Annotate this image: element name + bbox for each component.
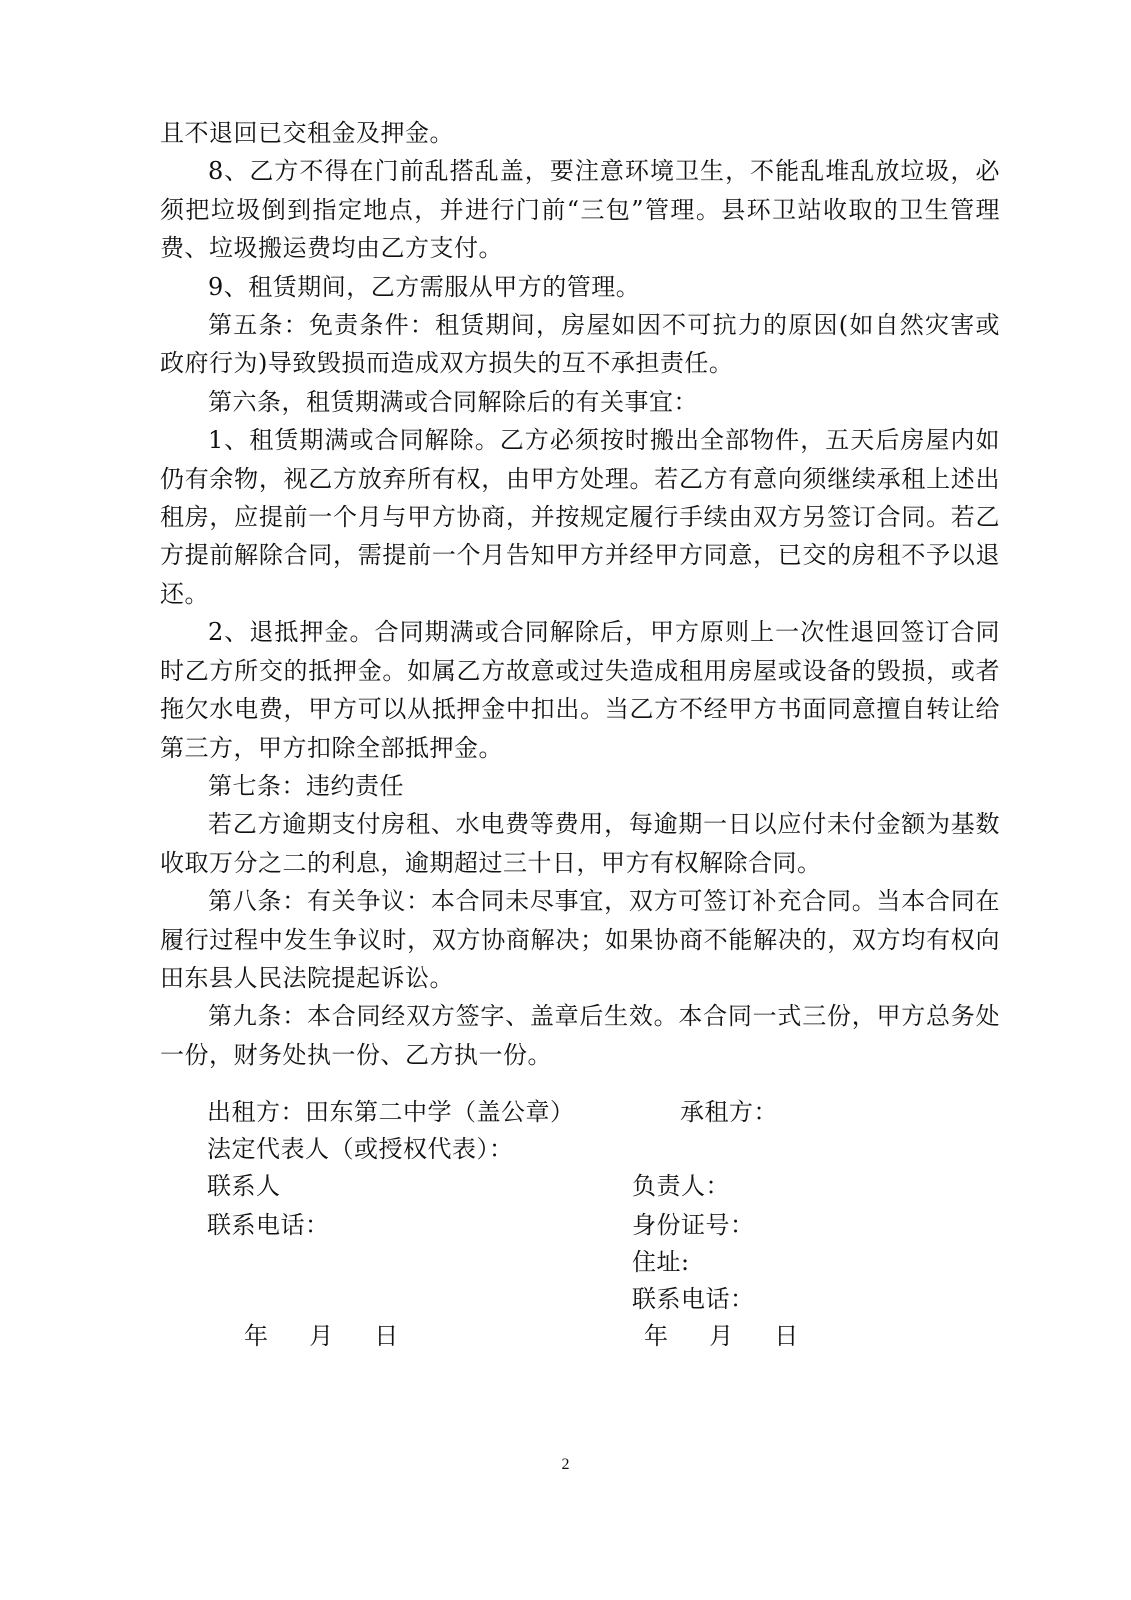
lessee-label: 承租方： xyxy=(680,1098,778,1126)
paragraph: 且不退回已交租金及押金。 xyxy=(160,119,454,147)
paragraph: 第五条：免责条件：租赁期间，房屋如因不可抗力的原因(如自然灾害或政府行为)导致毁损而造成双方损失的互不承担责任。 xyxy=(160,311,1000,378)
contact-phone-left-label: 联系电话： xyxy=(207,1211,330,1239)
paragraph: 8、乙方不得在门前乱搭乱盖，要注意环境卫生，不能乱堆乱放垃圾，必须把垃圾倒到指定地点，并进行门前“三包”管理。县环卫站收取的卫生管理费、垃圾搬运费均由乙方支付。 xyxy=(160,157,1000,263)
paragraph: 第七条：违约责任 xyxy=(208,771,404,800)
contact-phone-right-label: 联系电话： xyxy=(632,1285,755,1313)
responsible-label: 负责人： xyxy=(632,1172,730,1200)
date-right: 年 月 日 xyxy=(644,1322,799,1350)
paragraph: 2、退抵押金。合同期满或合同解除后，甲方原则上一次性退回签订合同时乙方所交的抵押金。如属乙方故意或过失造成租用房屋或设备的毁损，或者拖欠水电费，甲方可以从抵押金中扣出。当乙方不经甲方书面同意擅自转让给第三方，甲方扣除全部抵押金。 xyxy=(160,618,1000,762)
paragraph: 若乙方逾期支付房租、水电费等费用，每逾期一日以应付未付金额为基数收取万分之二的利息，逾期超过三十日，甲方有权解除合同。 xyxy=(160,810,1000,877)
legal-rep-label: 法定代表人（或授权代表）： xyxy=(207,1135,514,1163)
lessor-label: 出租方：田东第二中学（盖公章） xyxy=(207,1098,575,1126)
page-number: 2 xyxy=(561,1456,570,1473)
address-label: 住址: xyxy=(632,1248,690,1276)
paragraph: 第九条：本合同经双方签字、盖章后生效。本合同一式三份，甲方总务处一份，财务处执一份、乙方执一份。 xyxy=(160,1002,1000,1069)
paragraph: 第六条，租赁期满或合同解除后的有关事宜： xyxy=(208,387,698,416)
date-left: 年 月 日 xyxy=(244,1322,399,1350)
contract-body xyxy=(160,114,1000,1074)
paragraph: 1、租赁期满或合同解除。乙方必须按时搬出全部物件，五天后房屋内如仍有余物，视乙方放弃所有权，由甲方处理。若乙方有意向须继续承租上述出租房，应提前一个月与甲方协商，并按规定履行手续由双方另签订合同。若乙方提前解除合同，需提前一个月告知甲方并经甲方同意，已交的房租不予以退还。 xyxy=(160,426,1000,608)
id-number-label: 身份证号： xyxy=(632,1211,755,1239)
paragraph: 第八条：有关争议：本合同未尽事宜，双方可签订补充合同。当本合同在履行过程中发生争议时，双方协商解决；如果协商不能解决的，双方均有权向田东县人民法院提起诉讼。 xyxy=(160,887,1000,992)
paragraph: 9、租赁期间，乙方需服从甲方的管理。 xyxy=(208,272,641,301)
contact-person-label: 联系人 xyxy=(207,1172,281,1200)
